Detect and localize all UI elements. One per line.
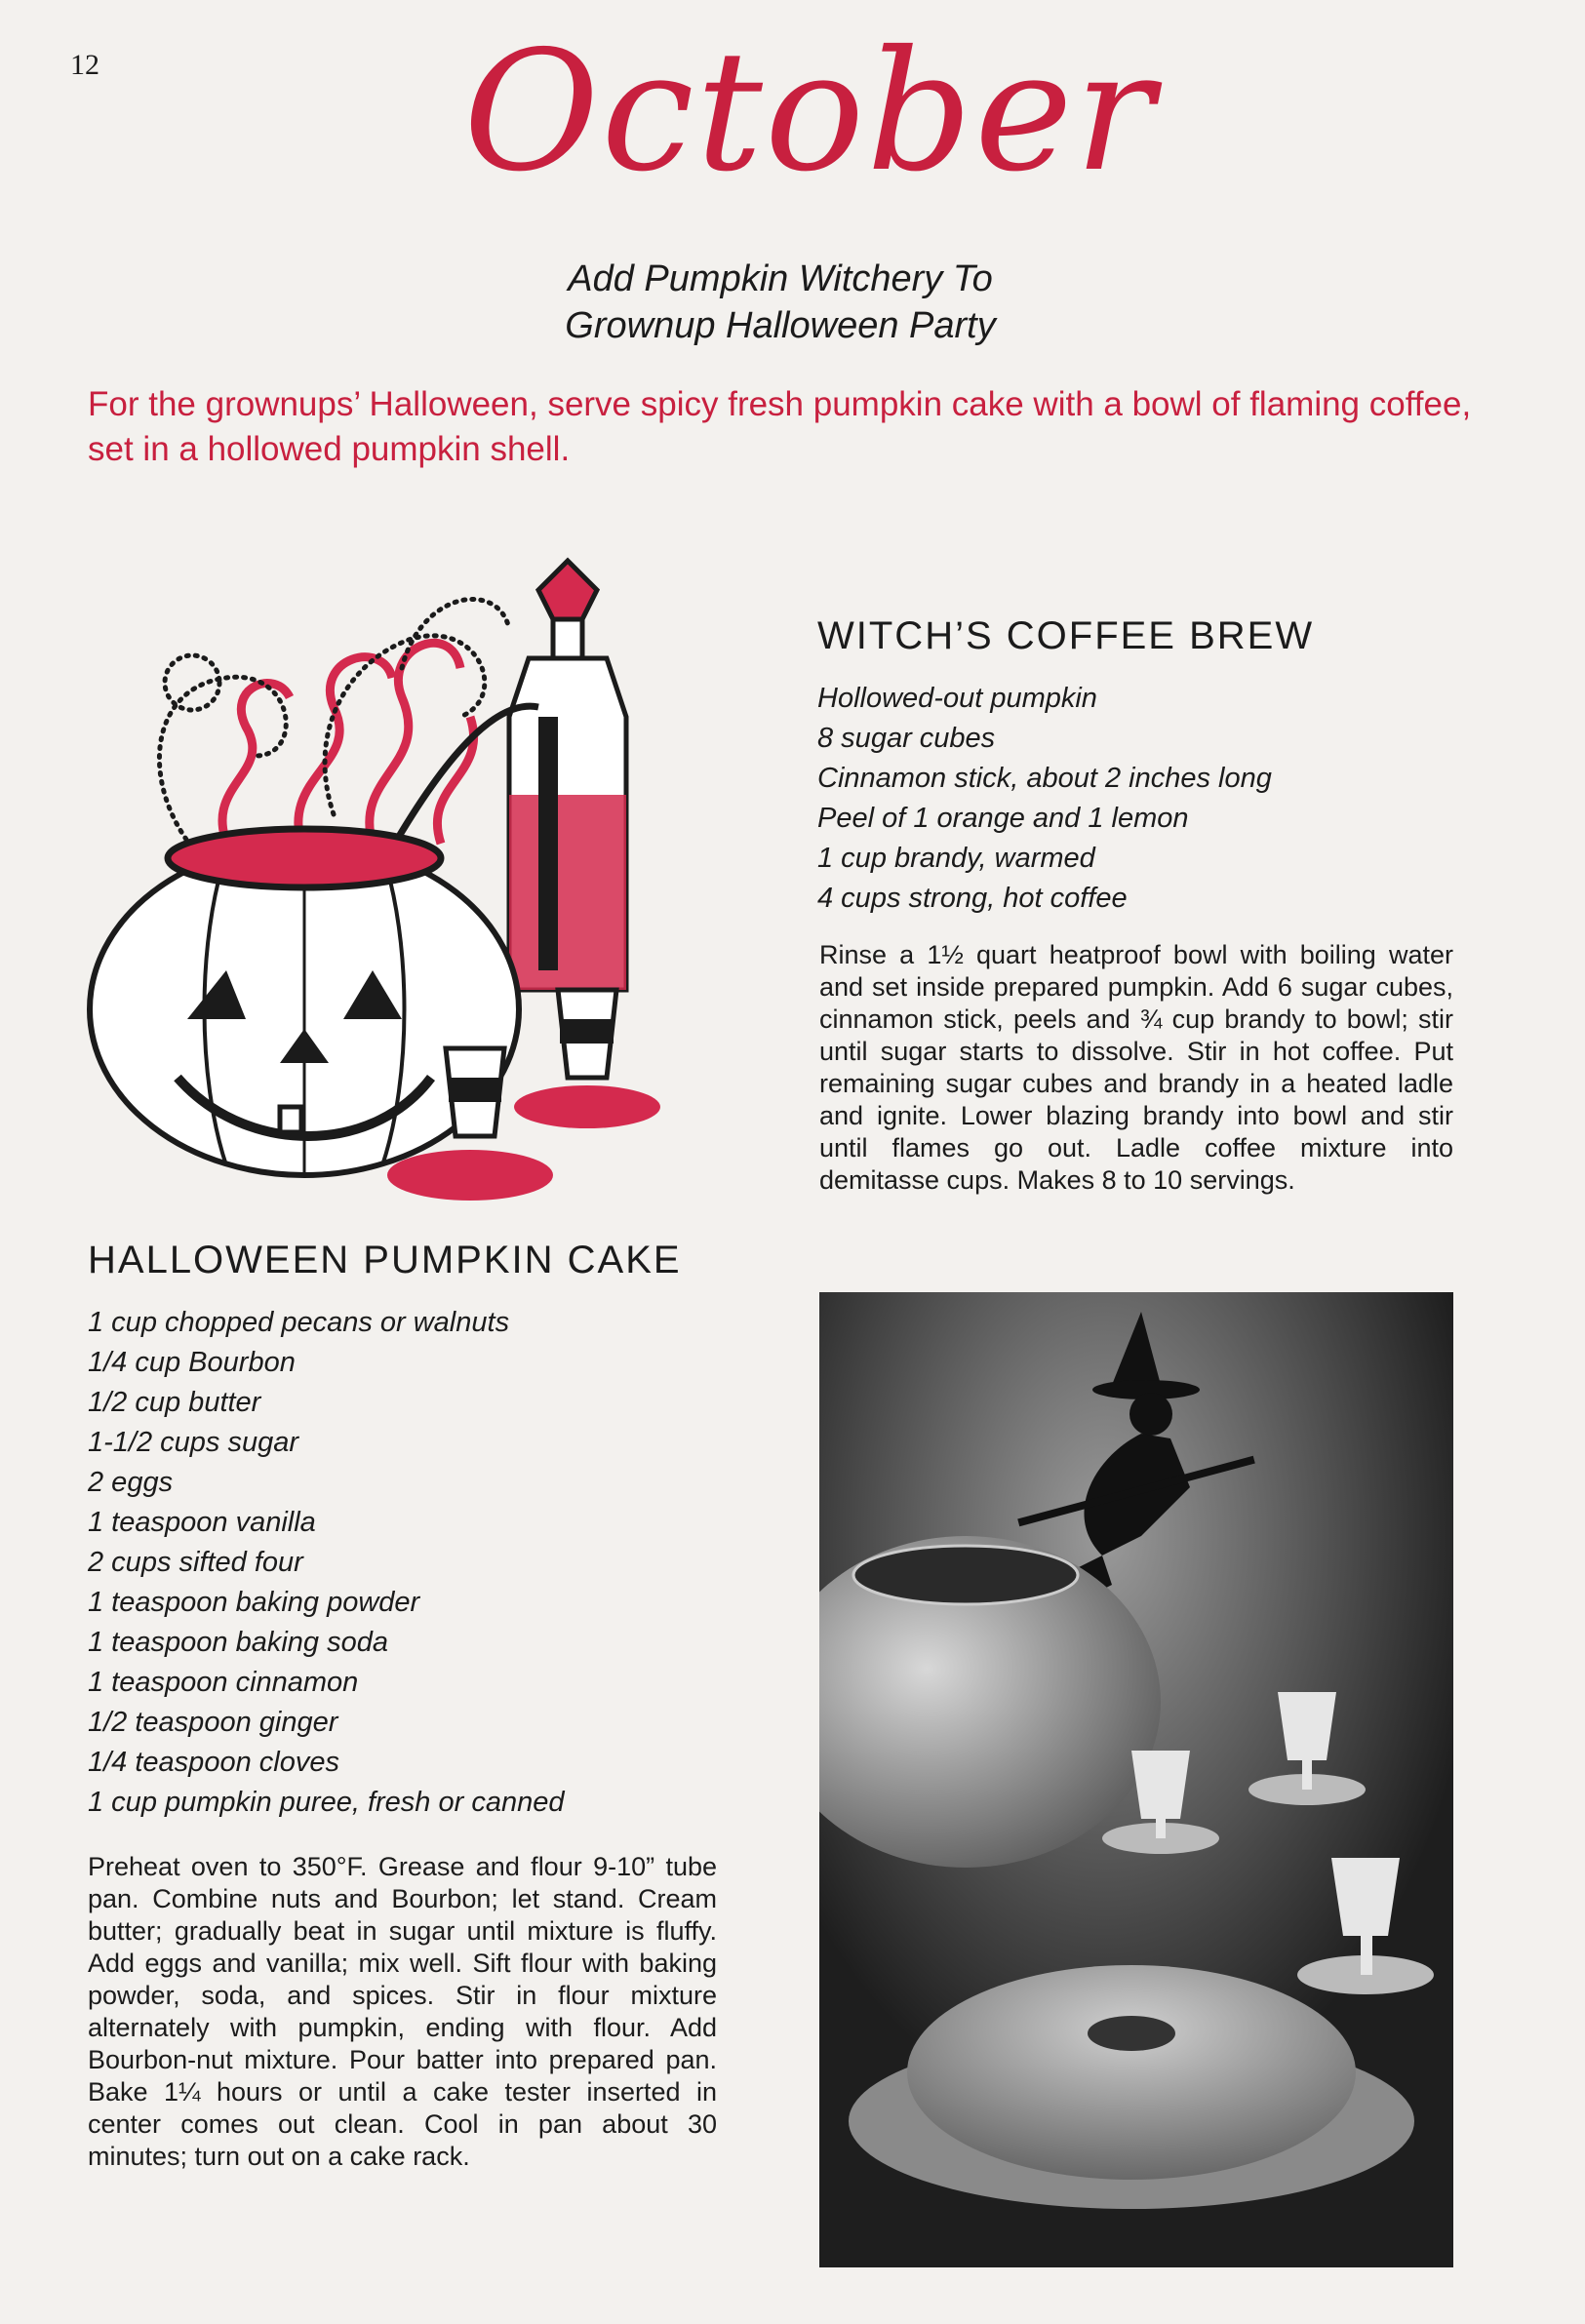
ingredient-item: 1/2 teaspoon ginger — [88, 1707, 338, 1738]
ingredient-item: Cinnamon stick, about 2 inches long — [817, 763, 1272, 794]
cake-recipe-title: HALLOWEEN PUMPKIN CAKE — [88, 1239, 682, 1281]
dotted-steam — [159, 599, 509, 853]
ingredient-item: 1 teaspoon cinnamon — [88, 1667, 359, 1698]
cake-directions: Preheat oven to 350°F. Grease and flour 9-10” tube pan. Combine nuts and Bourbon; let stand. Cream butter; gradually beat in sugar until mixture is fluffy. Add eggs and vanilla; mix well. Sift flour with baking powder, soda, and spices. Stir in flour mixture alternately with pumpkin, ending with flour. Add Bourbon-nut mixture. Pour batter into prepared pan. Bake 1¼ hours or until a cake tester inserted in center comes out clean. Cool in pan about 30 minutes; turn out on a cake rack. — [88, 1852, 717, 2171]
ingredient-item: 8 sugar cubes — [817, 723, 996, 754]
ingredient-item: 1 cup brandy, warmed — [817, 843, 1095, 874]
coffee-recipe-title: WITCH’S COFFEE BREW — [817, 614, 1315, 657]
ingredient-item: Hollowed-out pumpkin — [817, 683, 1097, 714]
ingredient-item: Peel of 1 orange and 1 lemon — [817, 803, 1189, 834]
subtitle-line-2: Grownup Halloween Party — [565, 305, 996, 346]
subtitle-line-1: Add Pumpkin Witchery To — [568, 258, 993, 299]
month-title: October — [463, 16, 1156, 209]
intro-paragraph: For the grownups’ Halloween, serve spicy fresh pumpkin cake with a bowl of flaming coffee, set in a hollowed pumpkin shell. — [88, 385, 1472, 468]
ingredient-item: 1 teaspoon baking powder — [88, 1587, 420, 1618]
ingredient-item: 2 eggs — [88, 1467, 174, 1498]
steam-swirls — [222, 643, 474, 853]
recipe-photo — [819, 1292, 1453, 2267]
decanter — [509, 561, 626, 990]
cake-ingredients-list — [88, 1303, 564, 1823]
ingredient-item: 4 cups strong, hot coffee — [817, 883, 1128, 914]
page-number: 12 — [70, 49, 99, 81]
coffee-ingredients-list — [817, 679, 1272, 919]
ingredient-item: 1/4 teaspoon cloves — [88, 1747, 339, 1778]
ingredient-item: 1-1/2 cups sugar — [88, 1427, 299, 1458]
ingredient-item: 1 cup chopped pecans or walnuts — [88, 1307, 510, 1338]
ingredient-item: 1 cup pumpkin puree, fresh or canned — [88, 1787, 565, 1818]
ingredient-item: 1/2 cup butter — [88, 1387, 261, 1418]
coffee-directions: Rinse a 1½ quart heatproof bowl with boiling water and set inside prepared pumpkin. Add 6 sugar cubes, cinnamon stick, peels and ¾ cup brandy to bowl; stir until sugar starts to dissolve. Stir in hot coffee. Put remaining sugar cubes and brandy in a heated ladle and ignite. Lower blazing brandy into bowl and stir until flames go out. Ladle coffee mixture into demitasse cups. Makes 8 to 10 servings. — [819, 940, 1453, 1195]
ingredient-item: 1 teaspoon vanilla — [88, 1507, 316, 1538]
ingredient-item: 2 cups sifted four — [88, 1547, 303, 1578]
ingredient-item: 1 teaspoon baking soda — [88, 1627, 388, 1658]
pumpkin-punch-illustration — [80, 532, 743, 1214]
subtitle — [429, 256, 1131, 349]
ingredient-item: 1/4 cup Bourbon — [88, 1347, 296, 1378]
